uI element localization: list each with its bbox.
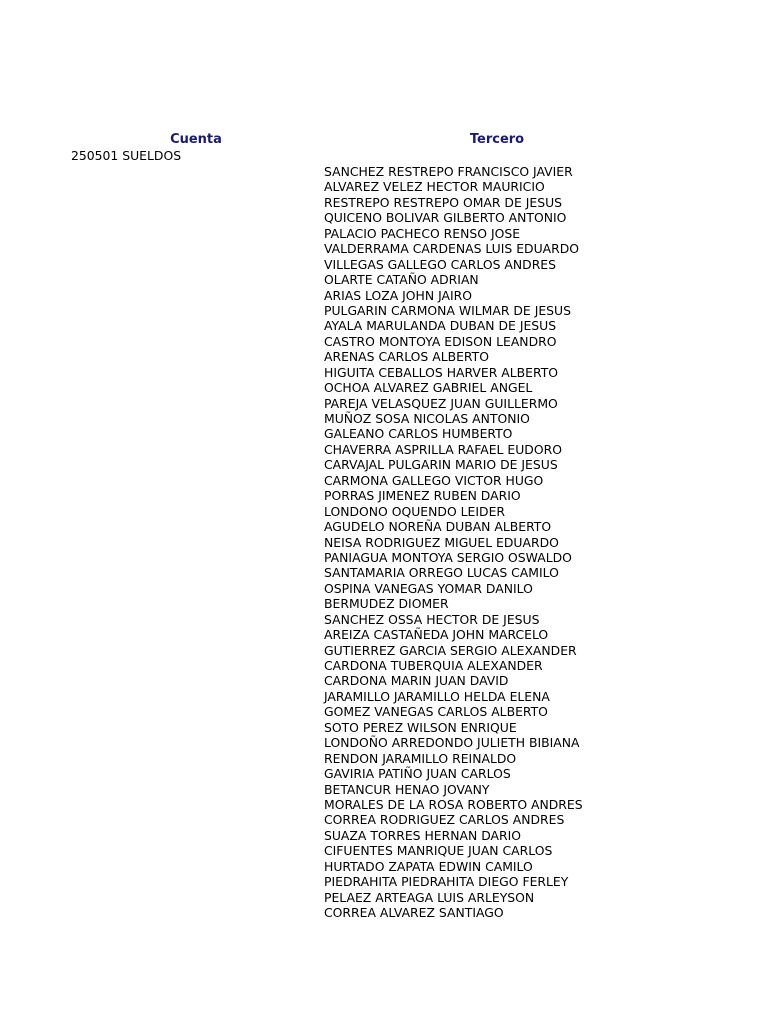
tercero-item: CORREA ALVAREZ SANTIAGO [324, 905, 504, 920]
tercero-item: VILLEGAS GALLEGO CARLOS ANDRES [324, 256, 556, 272]
tercero-item: LONDONO OQUENDO LEIDER [324, 503, 506, 519]
tercero-item: HIGUITA CEBALLOS HARVER ALBERTO [324, 364, 559, 380]
tercero-item: SANCHEZ OSSA HECTOR DE JESUS [324, 611, 540, 627]
column-header-tercero: Tercero [469, 132, 525, 147]
tercero-item: AGUDELO NOREÑA DUBAN ALBERTO [324, 519, 552, 535]
tercero-item: GOMEZ VANEGAS CARLOS ALBERTO [324, 704, 548, 720]
tercero-item: SOTO PEREZ WILSON ENRIQUE [324, 719, 517, 735]
tercero-item: ARENAS CARLOS ALBERTO [324, 349, 489, 365]
column-header-cuenta: Cuenta [170, 132, 222, 147]
tercero-item: GALEANO CARLOS HUMBERTO [324, 426, 513, 442]
tercero-item: PULGARIN CARMONA WILMAR DE JESUS [324, 302, 571, 318]
tercero-item: HURTADO ZAPATA EDWIN CAMILO [324, 858, 533, 874]
tercero-item: OCHOA ALVAREZ GABRIEL ANGEL [324, 380, 533, 396]
tercero-item: CASTRO MONTOYA EDISON LEANDRO [324, 333, 557, 349]
tercero-item: SANCHEZ RESTREPO FRANCISCO JAVIER [324, 164, 573, 179]
tercero-item: PAREJA VELASQUEZ JUAN GUILLERMO [324, 395, 558, 411]
tercero-item: QUICENO BOLIVAR GILBERTO ANTONIO [324, 210, 567, 226]
tercero-item: GAVIRIA PATIÑO JUAN CARLOS [324, 766, 511, 782]
tercero-item: CARMONA GALLEGO VICTOR HUGO [324, 472, 544, 488]
tercero-item: RENDON JARAMILLO REINALDO [324, 750, 517, 766]
tercero-item: PALACIO PACHECO RENSO JOSE [324, 225, 521, 241]
tercero-item: SANTAMARIA ORREGO LUCAS CAMILO [324, 565, 559, 581]
tercero-list [324, 164, 583, 920]
tercero-item: CHAVERRA ASPRILLA RAFAEL EUDORO [324, 441, 562, 457]
tercero-item: OSPINA VANEGAS YOMAR DANILO [324, 580, 533, 596]
tercero-item: CARDONA TUBERQUIA ALEXANDER [324, 658, 543, 673]
tercero-item: PORRAS JIMENEZ RUBEN DARIO [324, 488, 521, 504]
tercero-item: AYALA MARULANDA DUBAN DE JESUS [324, 318, 557, 334]
tercero-item: AREIZA CASTAÑEDA JOHN MARCELO [324, 627, 549, 643]
tercero-item: GUTIERREZ GARCIA SERGIO ALEXANDER [324, 642, 577, 658]
tercero-item: VALDERRAMA CARDENAS LUIS EDUARDO [324, 241, 580, 257]
tercero-item: MORALES DE LA ROSA ROBERTO ANDRES [324, 796, 583, 812]
tercero-item: RESTREPO RESTREPO OMAR DE JESUS [324, 194, 563, 210]
tercero-item: JARAMILLO JARAMILLO HELDA ELENA [324, 688, 550, 704]
tercero-item: ALVAREZ VELEZ HECTOR MAURICIO [324, 179, 545, 195]
tercero-item: NEISA RODRIGUEZ MIGUEL EDUARDO [324, 534, 559, 550]
tercero-item: SUAZA TORRES HERNAN DARIO [324, 827, 522, 843]
tercero-item: CORREA RODRIGUEZ CARLOS ANDRES [324, 812, 565, 828]
tercero-item: BETANCUR HENAO JOVANY [324, 781, 490, 797]
tercero-item: PANIAGUA MONTOYA SERGIO OSWALDO [324, 549, 572, 565]
tercero-item: CIFUENTES MANRIQUE JUAN CARLOS [324, 843, 553, 859]
tercero-item: PELAEZ ARTEAGA LUIS ARLEYSON [324, 889, 535, 905]
tercero-item: CARDONA MARIN JUAN DAVID [324, 673, 509, 689]
tercero-item: OLARTE CATAÑO ADRIAN [324, 272, 479, 288]
tercero-item: CARVAJAL PULGARIN MARIO DE JESUS [324, 457, 558, 473]
account-label: 250501 SUELDOS [71, 148, 182, 163]
tercero-item: ARIAS LOZA JOHN JAIRO [324, 287, 472, 303]
tercero-item: MUÑOZ SOSA NICOLAS ANTONIO [324, 411, 530, 426]
tercero-item: PIEDRAHITA PIEDRAHITA DIEGO FERLEY [324, 874, 569, 890]
tercero-item: BERMUDEZ DIOMER [324, 596, 449, 612]
tercero-item: LONDOÑO ARREDONDO JULIETH BIBIANA [324, 735, 580, 751]
